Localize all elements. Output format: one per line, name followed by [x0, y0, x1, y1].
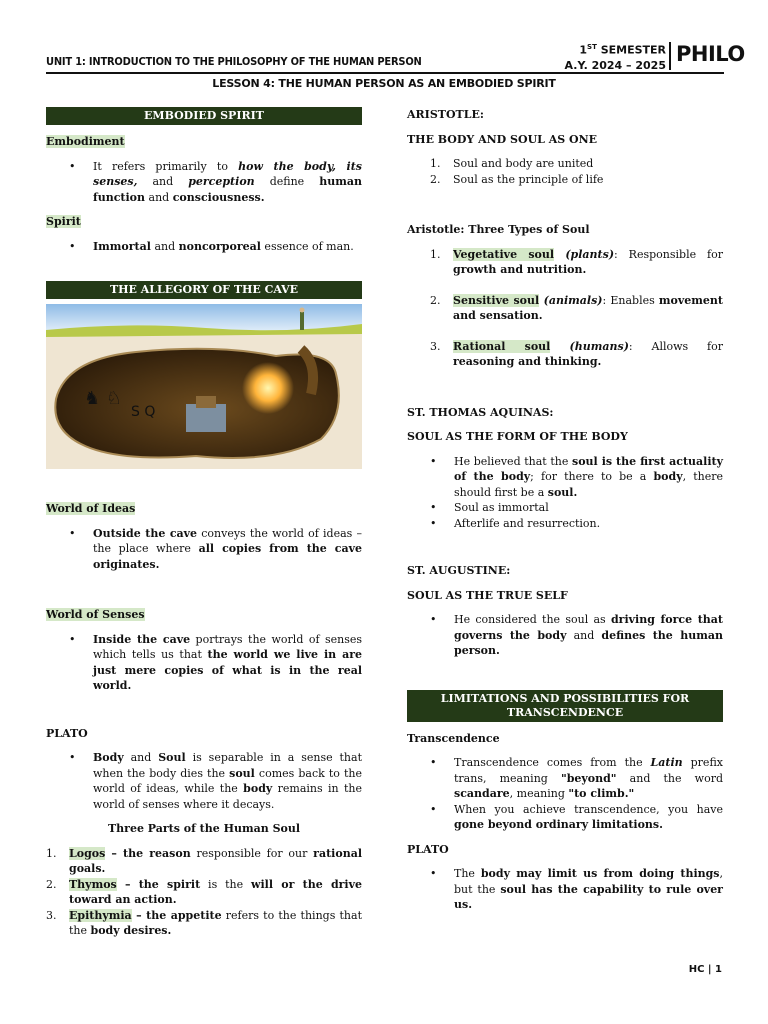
list-item: • He believed that the soul is the first actuality of the body; for there to be a body, there should first be a soul. [407, 454, 723, 501]
subheading-body-soul-one: THE BODY AND SOUL AS ONE [407, 132, 598, 146]
page-footer: HC | 1 [688, 964, 722, 975]
subheading-soul-form: SOUL AS THE FORM OF THE BODY [407, 430, 628, 443]
soul-parts-list [46, 846, 362, 939]
list-item: • The body may limit us from doing things, but the soul has the capability to rule over us. [407, 866, 723, 913]
plato-right-list [407, 866, 723, 913]
list-item: 1. Logos – the reason responsible for our rational goals. [46, 846, 362, 875]
aristotle-list [407, 156, 723, 187]
list-item: 2. Thymos – the spirit is the will or the drive toward an action. [46, 877, 362, 906]
unit-title: UNIT 1: INTRODUCTION TO THE PHILOSOPHY OF THE HUMAN PERSON [46, 55, 422, 68]
list-item: 3. Rational soul (humans): Allows for reasoning and thinking. [430, 339, 723, 368]
heading-augustine: ST. AUGUSTINE: [407, 564, 511, 577]
list-item: 2. Soul as the principle of life [430, 172, 604, 186]
world-of-ideas-list [46, 526, 362, 573]
spirit-list [46, 239, 362, 255]
list-item: • Body and Soul is separable in a sense that when the body dies the soul comes back to the world of ideas, while the body remains in the world of senses where it decays. [46, 750, 362, 812]
list-item: • Immortal and noncorporeal essence of man. [46, 239, 362, 255]
term-world-of-ideas: World of Ideas [46, 502, 136, 515]
term-world-of-senses: World of Senses [46, 608, 145, 621]
right-column [407, 107, 723, 913]
section-band-limitations: LIMITATIONS AND POSSIBILITIES FOR TRANSCENDENCE [407, 690, 723, 722]
list-item: • Outside the cave conveys the world of ideas – the place where all copies from the cave originates. [46, 526, 362, 573]
three-parts-title: Three Parts of the Human Soul [107, 822, 301, 835]
heading-plato-right: PLATO [407, 842, 449, 856]
soul-types-list [407, 247, 723, 370]
svg-text:♞ ♘: ♞ ♘ [84, 388, 122, 409]
allegory-of-the-cave-illustration [46, 304, 362, 469]
world-of-senses-list [46, 632, 362, 694]
augustine-list [407, 612, 723, 659]
subject-label: PHILO [676, 42, 745, 66]
list-item: 1. Vegetative soul (plants): Responsible for growth and nutrition. [430, 247, 723, 276]
transcendence-list [407, 755, 723, 833]
list-item: • It refers primarily to how the body, its senses, and perception define human function and consciousness. [46, 159, 362, 206]
heading-aquinas: ST. THOMAS AQUINAS: [407, 405, 554, 419]
list-item: 3. Epithymia – the appetite refers to the things that the body desires. [46, 908, 362, 937]
heading-plato: PLATO [46, 726, 88, 740]
term-spirit: Spirit [46, 215, 81, 228]
list-item: • Inside the cave portrays the world of senses which tells us that the world we live in are just mere copies of what is in the real world. [46, 632, 362, 694]
list-item: 1. Soul and body are united [430, 157, 594, 170]
lesson-title: LESSON 4: THE HUMAN PERSON AS AN EMBODIED SPIRIT [212, 77, 556, 90]
list-item: • Afterlife and resurrection. [407, 516, 723, 532]
subheading-true-self: SOUL AS THE TRUE SELF [407, 588, 568, 602]
heading-aristotle: ARISTOTLE: [407, 108, 484, 121]
section-band-embodied-spirit: EMBODIED SPIRIT [46, 107, 362, 125]
plato-list [46, 750, 362, 812]
academic-year: A.Y. 2024 – 2025 [564, 58, 666, 72]
list-item: • He considered the soul as driving force that governs the body and defines the human person. [407, 612, 723, 659]
three-types-title: Aristotle: Three Types of Soul [407, 223, 590, 236]
left-column [46, 107, 362, 939]
heading-transcendence: Transcendence [407, 731, 500, 745]
list-item: • Soul as immortal [407, 500, 723, 516]
aquinas-list [407, 454, 723, 532]
section-band-allegory: THE ALLEGORY OF THE CAVE [46, 281, 362, 299]
embodiment-list [46, 159, 362, 206]
term-embodiment: Embodiment [46, 135, 125, 148]
semester-info: 1ST SEMESTER A.Y. 2024 – 2025 [564, 43, 666, 72]
header-separator [669, 42, 671, 70]
header-rule [46, 72, 724, 74]
list-item: • Transcendence comes from the Latin prefix trans, meaning "beyond" and the word scandare, meaning "to climb." [407, 755, 723, 802]
svg-text:S Q: S Q [131, 404, 156, 420]
list-item: • When you achieve transcendence, you have gone beyond ordinary limitations. [407, 802, 723, 833]
list-item: 2. Sensitive soul (animals): Enables movement and sensation. [430, 293, 723, 322]
